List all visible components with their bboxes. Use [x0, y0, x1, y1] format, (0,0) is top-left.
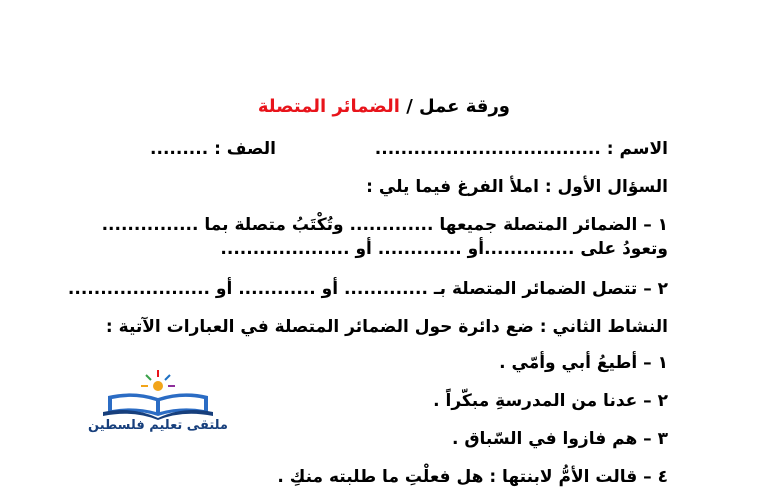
question-two-item-1: ١ – أطيعُ أبي وأمّي .: [499, 353, 668, 373]
question-two-item-3: ٣ – هم فازوا في السّباق .: [451, 429, 668, 449]
question-one-heading: السؤال الأول : املأ الفرغ فيما يلي :: [366, 177, 668, 197]
worksheet-title: [258, 96, 510, 118]
question-one-item-1-line-1: ١ – الضمائر المتصلة جميعها ............. وتُكْتَبُ متصلة بما ...............: [101, 215, 668, 235]
grade-field-line: الصف : .........: [150, 139, 276, 159]
logo-caption: ملتقى تعليم فلسطين: [88, 418, 228, 433]
question-two-heading: النشاط الثاني : ضع دائرة حول الضمائر المتصلة في العبارات الآتية :: [105, 317, 668, 337]
question-one-item-1-line-2: وتعودُ على ..............أو ............. أو ....................: [220, 239, 668, 259]
name-field-line: الاسم : ...................................: [374, 139, 668, 159]
question-two-item-2: ٢ – عدنا من المدرسةِ مبكّراً .: [433, 391, 668, 411]
question-two-item-4: ٤ – قالت الأمُّ لابنتها : هل فعلْتِ ما طلبته منكِ .: [277, 467, 668, 487]
title-prefix: ورقة عمل /: [399, 96, 510, 117]
sun-rays-icon: [141, 370, 175, 391]
open-book-icon: [88, 368, 228, 420]
question-one-item-2: ٢ – تتصل الضمائر المتصلة بـ ............. أو ............ أو ......................: [67, 279, 668, 299]
site-logo: [88, 368, 228, 440]
title-topic: الضمائر المتصلة: [257, 96, 400, 117]
